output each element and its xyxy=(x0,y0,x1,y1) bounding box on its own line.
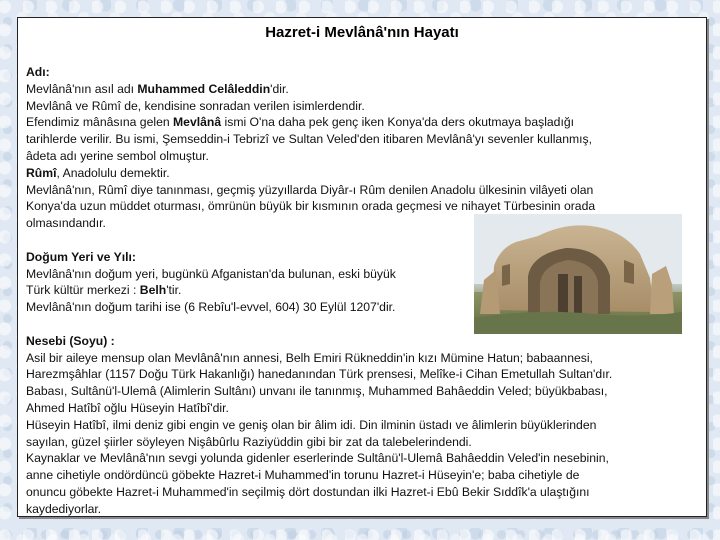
paragraph-line: Rûmî, Anadolulu demektir. xyxy=(26,165,170,180)
paragraph-line: Mevlânâ'nın doğum yeri, bugünkü Afganistan'da bulunan, eski büyük xyxy=(26,266,396,281)
paragraph-line: Hüseyin Hatîbî, ilmi deniz gibi engin ve geniş olan bir âlim idi. Din ilminin üstadı ve âlimlerin büyüklerinden xyxy=(26,417,597,432)
ruins-photo xyxy=(474,214,682,334)
paragraph-line: Mevlânâ'nın doğum tarihi ise (6 Rebîu'l-evvel, 604) 30 Eylül 1207'dir. xyxy=(26,300,396,315)
paragraph-line: Konya'da uzun müddet oturması, ömrünün büyük bir kısmının orada geçmesi ve nihayet Türbesinin orada xyxy=(26,199,596,214)
section-heading-birth: Doğum Yeri ve Yılı: xyxy=(26,249,136,264)
section-heading-lineage: Nesebi (Soyu) : xyxy=(26,333,115,348)
section-heading-name: Adı: xyxy=(26,65,50,79)
ruins-photo-illustration xyxy=(474,214,682,334)
paragraph-line: Mevlânâ ve Rûmî de, kendisine sonradan verilen isimlerdendir. xyxy=(26,98,365,113)
paragraph-line: âdeta adı yerine sembol olmuştur. xyxy=(26,148,209,163)
paragraph-line: anne cihetiyle ondördüncü göbekte Hazret-i Muhammed'in torunu Hazret-i Hüseyin'e; baba cihetiyle de xyxy=(26,468,580,483)
paragraph-line: kaydediyorlar. xyxy=(26,501,102,516)
paragraph-line: tarihlerde verilir. Bu ismi, Şemseddin-i Tebrizî ve Sultan Veled'den itibaren Mevlânâ'yı sevenler kullanmış, xyxy=(26,132,592,147)
paragraph-line: olmasındandır. xyxy=(26,216,106,231)
paragraph-line: Ahmed Hatîbî oğlu Hüseyin Hatîbî'dir. xyxy=(26,400,229,415)
paragraph-line: Babası, Sultânü'l-Ulemâ (Alimlerin Sultânı) unvanı ile tanınmış, Muhammed Bahâeddin Veled; büyükbabası, xyxy=(26,384,608,399)
paragraph-line: Efendimiz mânâsına gelen Mevlânâ ismi O'na daha pek genç iken Konya'da ders okutmaya başladığı xyxy=(26,115,575,130)
paragraph-line: Kaynaklar ve Mevlânâ'nın sevgi yolunda gidenler eserlerinde Sultânü'l-Ulemâ Bahâeddin Veled'in nesebinin, xyxy=(26,451,609,466)
paragraph-line: onuncu göbekte Hazret-i Muhammed'in seçilmiş dört dostundan ilki Hazret-i Ebû Bekir Sıddîk'a ulaştığını xyxy=(26,484,590,499)
paragraph-line: Asil bir aileye mensup olan Mevlânâ'nın annesi, Belh Emiri Rükneddin'in kızı Mümine Hatun; babaannesi, xyxy=(26,350,593,365)
paragraph-line: Mevlânâ'nın, Rûmî diye tanınması, geçmiş yüzyıllarda Diyâr-ı Rûm denilen Anadolu ülkesinin vilâyeti olan xyxy=(26,182,594,197)
document-page xyxy=(17,17,707,517)
paragraph-line: Mevlânâ'nın asıl adı Muhammed Celâleddin'dir. xyxy=(26,81,289,96)
paragraph-line: Türk kültür merkezi : Belh'tir. xyxy=(26,283,182,298)
page-title: Hazret-i Mevlânâ'nın Hayatı xyxy=(265,24,459,41)
paragraph-line: sayılan, güzel şiirler söyleyen Nişâbûrlu Raziyüddin gibi bir zat da talebelerindendi. xyxy=(26,434,472,449)
paragraph-line: Harezmşâhlar (1157 Doğu Türk Hakanlığı) hanedanından Türk prensesi, Melîke-i Cihan Emetullah Sultan'dır. xyxy=(26,367,613,382)
